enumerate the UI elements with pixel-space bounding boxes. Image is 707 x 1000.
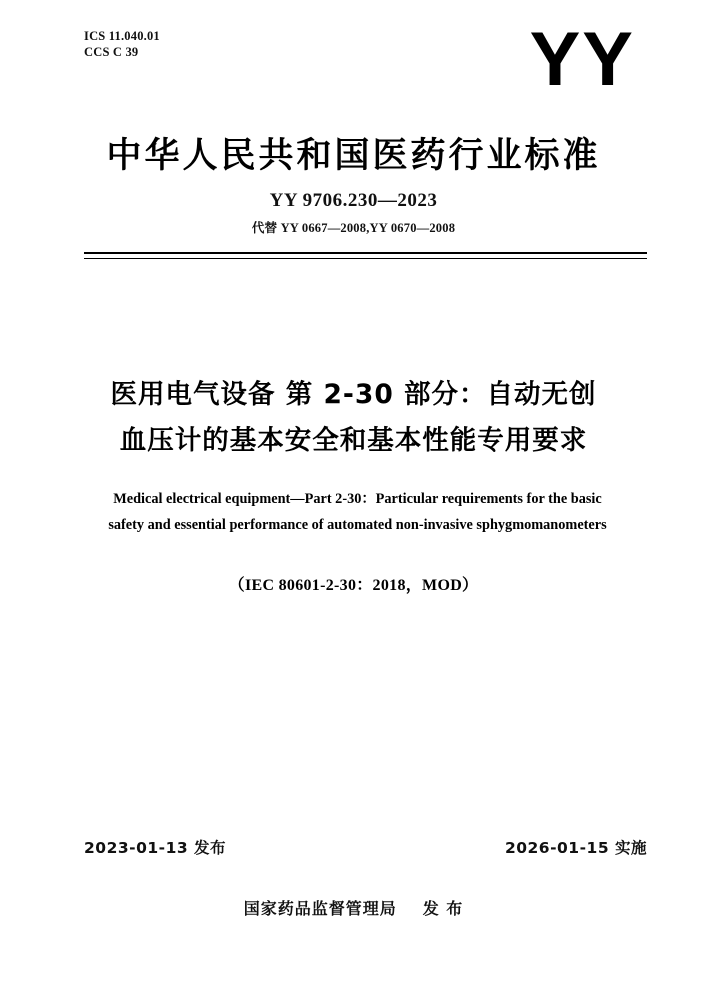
publisher-name: 国家药品监督管理局 [243, 899, 397, 918]
publisher-action: 发 布 [422, 899, 464, 918]
adoption-note: （IEC 80601-2-30：2018，MOD） [228, 577, 479, 594]
standard-number-block [0, 190, 707, 236]
effective-date: 2026-01-15 实施 [504, 839, 647, 857]
divider-bottom [84, 258, 647, 259]
document-title-cn [50, 372, 657, 464]
classification-codes [84, 28, 160, 60]
replaces-note: 代替 YY 0667—2008,YY 0670—2008 [251, 221, 456, 235]
issue-date: 2023-01-13 发布 [84, 839, 227, 857]
document-title-en [56, 486, 659, 538]
publisher-line [0, 896, 707, 919]
divider-top [84, 252, 647, 254]
document-title-en-line2: safety and essential performance of automated non-invasive sphygmomanometers [108, 517, 607, 533]
document-title-en-line1: Medical electrical equipment—Part 2-30：Particular requirements for the basic [113, 491, 602, 507]
ics-code: ICS 11.040.01 [84, 29, 160, 43]
yy-logo: YY [529, 17, 635, 102]
document-title-cn-line1: 医用电气设备 第 2-30 部分：自动无创 [110, 379, 597, 410]
standard-header-title: 中华人民共和国医药行业标准 [106, 136, 601, 176]
standard-number: YY 9706.230—2023 [269, 190, 438, 211]
document-title-cn-line2: 血压计的基本安全和基本性能专用要求 [119, 425, 588, 456]
ccs-code: CCS C 39 [84, 45, 139, 59]
